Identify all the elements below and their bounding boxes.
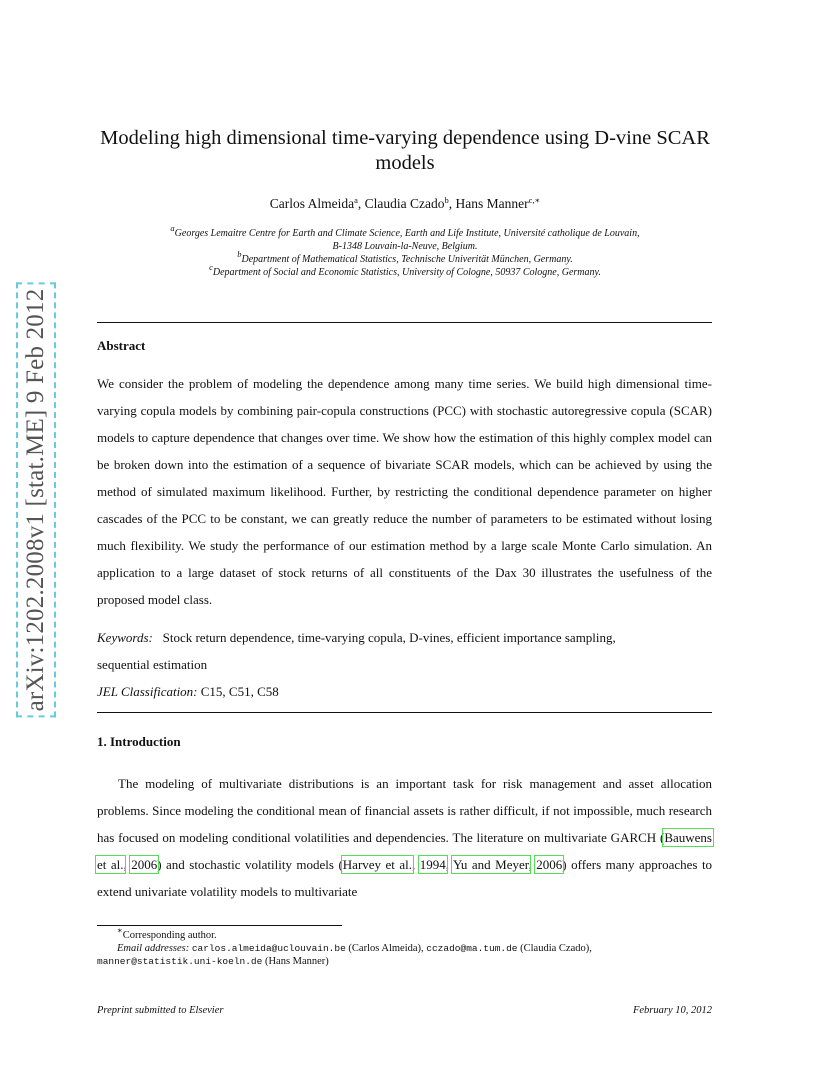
keywords-text: sequential estimation xyxy=(97,657,208,672)
intro-text: ) offers many approaches to extend univariate volatility models to multivariate xyxy=(97,857,713,899)
author-mark: c,∗ xyxy=(528,195,541,205)
affiliation xyxy=(98,223,712,253)
email-owner: (Hans Manner) xyxy=(264,956,329,967)
citation-link[interactable]: Harvey et al. xyxy=(342,857,412,872)
affiliation xyxy=(98,262,712,279)
author-name: Hans Manner xyxy=(455,196,529,211)
intro-text: ) and stochastic volatility models ( xyxy=(157,857,343,872)
affiliation-line: Georges Lemaitre Centre for Earth and Climate Science, Earth and Life Institute, Université catholique de Louvain, xyxy=(174,228,640,239)
email-owner: (Carlos Almeida) xyxy=(348,943,422,954)
section-heading: 1. Introduction xyxy=(97,734,181,749)
email-address[interactable]: cczado@ma.tum.de xyxy=(426,943,518,954)
jel-codes: C15, C51, C58 xyxy=(200,684,279,699)
affiliation xyxy=(98,249,712,266)
author-separator: , xyxy=(448,196,456,211)
email-label: Email addresses: xyxy=(117,943,190,954)
footnote-rule xyxy=(97,925,342,926)
intro-text: , xyxy=(445,857,453,872)
abstract-heading: Abstract xyxy=(97,338,146,353)
keywords xyxy=(97,630,712,646)
arxiv-identifier-stamp[interactable]: arXiv:1202.2008v1 [stat.ME] 9 Feb 2012 xyxy=(16,283,56,718)
affiliation-mark: a xyxy=(170,223,175,233)
footnote-mark: ∗ xyxy=(117,925,123,935)
author-mark: a xyxy=(354,195,358,205)
email-owner: (Claudia Czado) xyxy=(520,943,590,954)
keywords-continued xyxy=(97,657,712,673)
email-address[interactable]: manner@statistik.uni-koeln.de xyxy=(97,956,263,967)
paper-title: Modeling high dimensional time-varying dependence using D-vine SCAR models xyxy=(100,127,710,174)
author-list xyxy=(98,196,712,212)
bottom-rule xyxy=(97,712,712,713)
keywords-text: Stock return dependence, time-varying copula, D-vines, efficient importance sampling, xyxy=(162,630,616,645)
affiliation-line: Department of Social and Economic Statistics, University of Cologne, 50937 Cologne, Germany. xyxy=(212,267,601,278)
author-separator: , xyxy=(357,196,365,211)
abstract-text: We consider the problem of modeling the dependence among many time series. We build high dimensional time-varying copula models by combining pair-copula constructions (PCC) with stochastic autoregressive copula (SCAR) models to capture dependence that changes over time. We show how the estimation of this highly complex model can be broken down into the estimation of a sequence of bivariate SCAR models, which can be achieved by using the method of simulated maximum likelihood. Further, by restricting the conditional dependence parameter on higher cascades of the PCC to be constant, we can greatly reduce the number of parameters to be estimated without losing much flexibility. We study the performance of our estimation method by a large scale Monte Carlo simulation. An application to a large dataset of stock returns of all constituents of the Dax 30 illustrates the usefulness of the proposed model class. xyxy=(97,376,712,607)
citation-link[interactable]: Bauwens et al. xyxy=(97,830,712,872)
citation-link[interactable]: 2006 xyxy=(131,857,158,872)
citation-link[interactable]: 1994 xyxy=(419,857,446,872)
footer-date: February 10, 2012 xyxy=(632,1005,712,1016)
author-name: Carlos Almeida xyxy=(269,196,355,211)
keywords-label: Keywords: xyxy=(97,630,153,645)
affiliation-line: B-1348 Louvain-la-Neuve, Belgium. xyxy=(332,241,478,252)
affiliation-mark: b xyxy=(237,249,242,259)
affiliation-mark: c xyxy=(209,262,213,272)
corresponding-author-note xyxy=(97,925,712,942)
jel-label: JEL Classification: xyxy=(97,684,198,699)
footer-left: Preprint submitted to Elsevier xyxy=(97,1005,224,1016)
top-rule xyxy=(97,322,712,323)
email-note-continued xyxy=(97,955,712,968)
author-name: Claudia Czado xyxy=(364,196,445,211)
jel-classification xyxy=(97,684,712,700)
author-mark: b xyxy=(444,195,449,205)
email-address[interactable]: carlos.almeida@uclouvain.be xyxy=(191,943,346,954)
affiliation-line: Department of Mathematical Statistics, Technische Univerität München, Germany. xyxy=(241,254,573,265)
footnote-text: Corresponding author. xyxy=(122,930,217,941)
introduction-paragraph: The modeling of multivariate distributions is an important task for risk management and asset allocation problems. Since modeling the conditional mean of financial assets is rather difficult, if not impossible, much research has focused on modeling conditional volatilities and dependencies. The literature on multivariate GARCH (Bauwens et al., 2006) and stochastic volatility models (Harvey et al., 1994, Yu and Meyer, 2006) offers many approaches to extend univariate volatility models to multivariate xyxy=(97,776,713,899)
citation-link[interactable]: Yu and Meyer xyxy=(452,857,529,872)
email-note: Email addresses: carlos.almeida@uclouvain.be (Carlos Almeida), cczado@ma.tum.de (Claudia Czado), xyxy=(117,943,592,954)
citation-link[interactable]: 2006 xyxy=(536,857,563,872)
intro-text: The modeling of multivariate distributions is an important task for risk management and asset allocation problems. Since modeling the conditional mean of financial assets is rather difficult, if not impossible, much research has focused on modeling conditional volatilities and dependencies. The literature on multivariate GARCH ( xyxy=(97,776,712,845)
footnotes xyxy=(97,925,712,968)
